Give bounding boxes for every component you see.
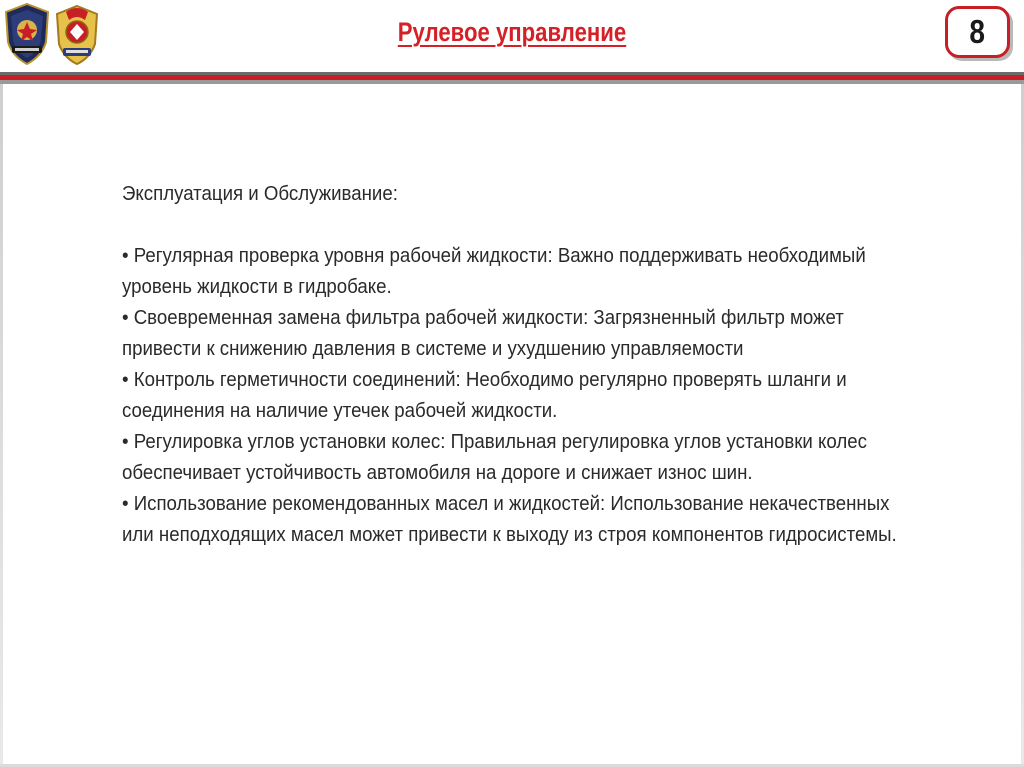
slide-body-text <box>122 178 912 550</box>
slide-title: Рулевое управление <box>397 17 627 47</box>
bullet-item: • Контроль герметичности соединений: Необходимо регулярно проверять шланги и соединения на наличие утечек рабочей жидкости. <box>122 368 847 422</box>
bullet-item: • Использование рекомендованных масел и жидкостей: Использование некачественных или неподходящих масел может привести к выходу из строя компонентов гидросистемы. <box>122 492 897 546</box>
emblem-group <box>2 2 102 66</box>
bullet-item: • Своевременная замена фильтра рабочей жидкости: Загрязненный фильтр может привести к снижению давления в системе и ухудшению управляемости <box>122 306 844 360</box>
slide-header <box>0 0 1024 72</box>
section-heading: Эксплуатация и Обслуживание: <box>122 182 398 205</box>
left-frame-border <box>0 84 3 767</box>
bullet-item: • Регулярная проверка уровня рабочей жидкости: Важно поддерживать необходимый уровень жидкости в гидробаке. <box>122 244 866 298</box>
academy-emblem-icon <box>52 2 102 66</box>
university-emblem-icon <box>2 2 52 66</box>
bullet-item: • Регулировка углов установки колес: Правильная регулировка углов установки колес обеспечивает устойчивость автомобиля на дороге и снижает износ шин. <box>122 430 867 484</box>
page-number-badge <box>945 6 1010 58</box>
blank-line <box>122 209 912 240</box>
header-divider-gray <box>0 80 1024 84</box>
slide-body <box>122 178 912 550</box>
page-number: 8 <box>969 13 986 50</box>
